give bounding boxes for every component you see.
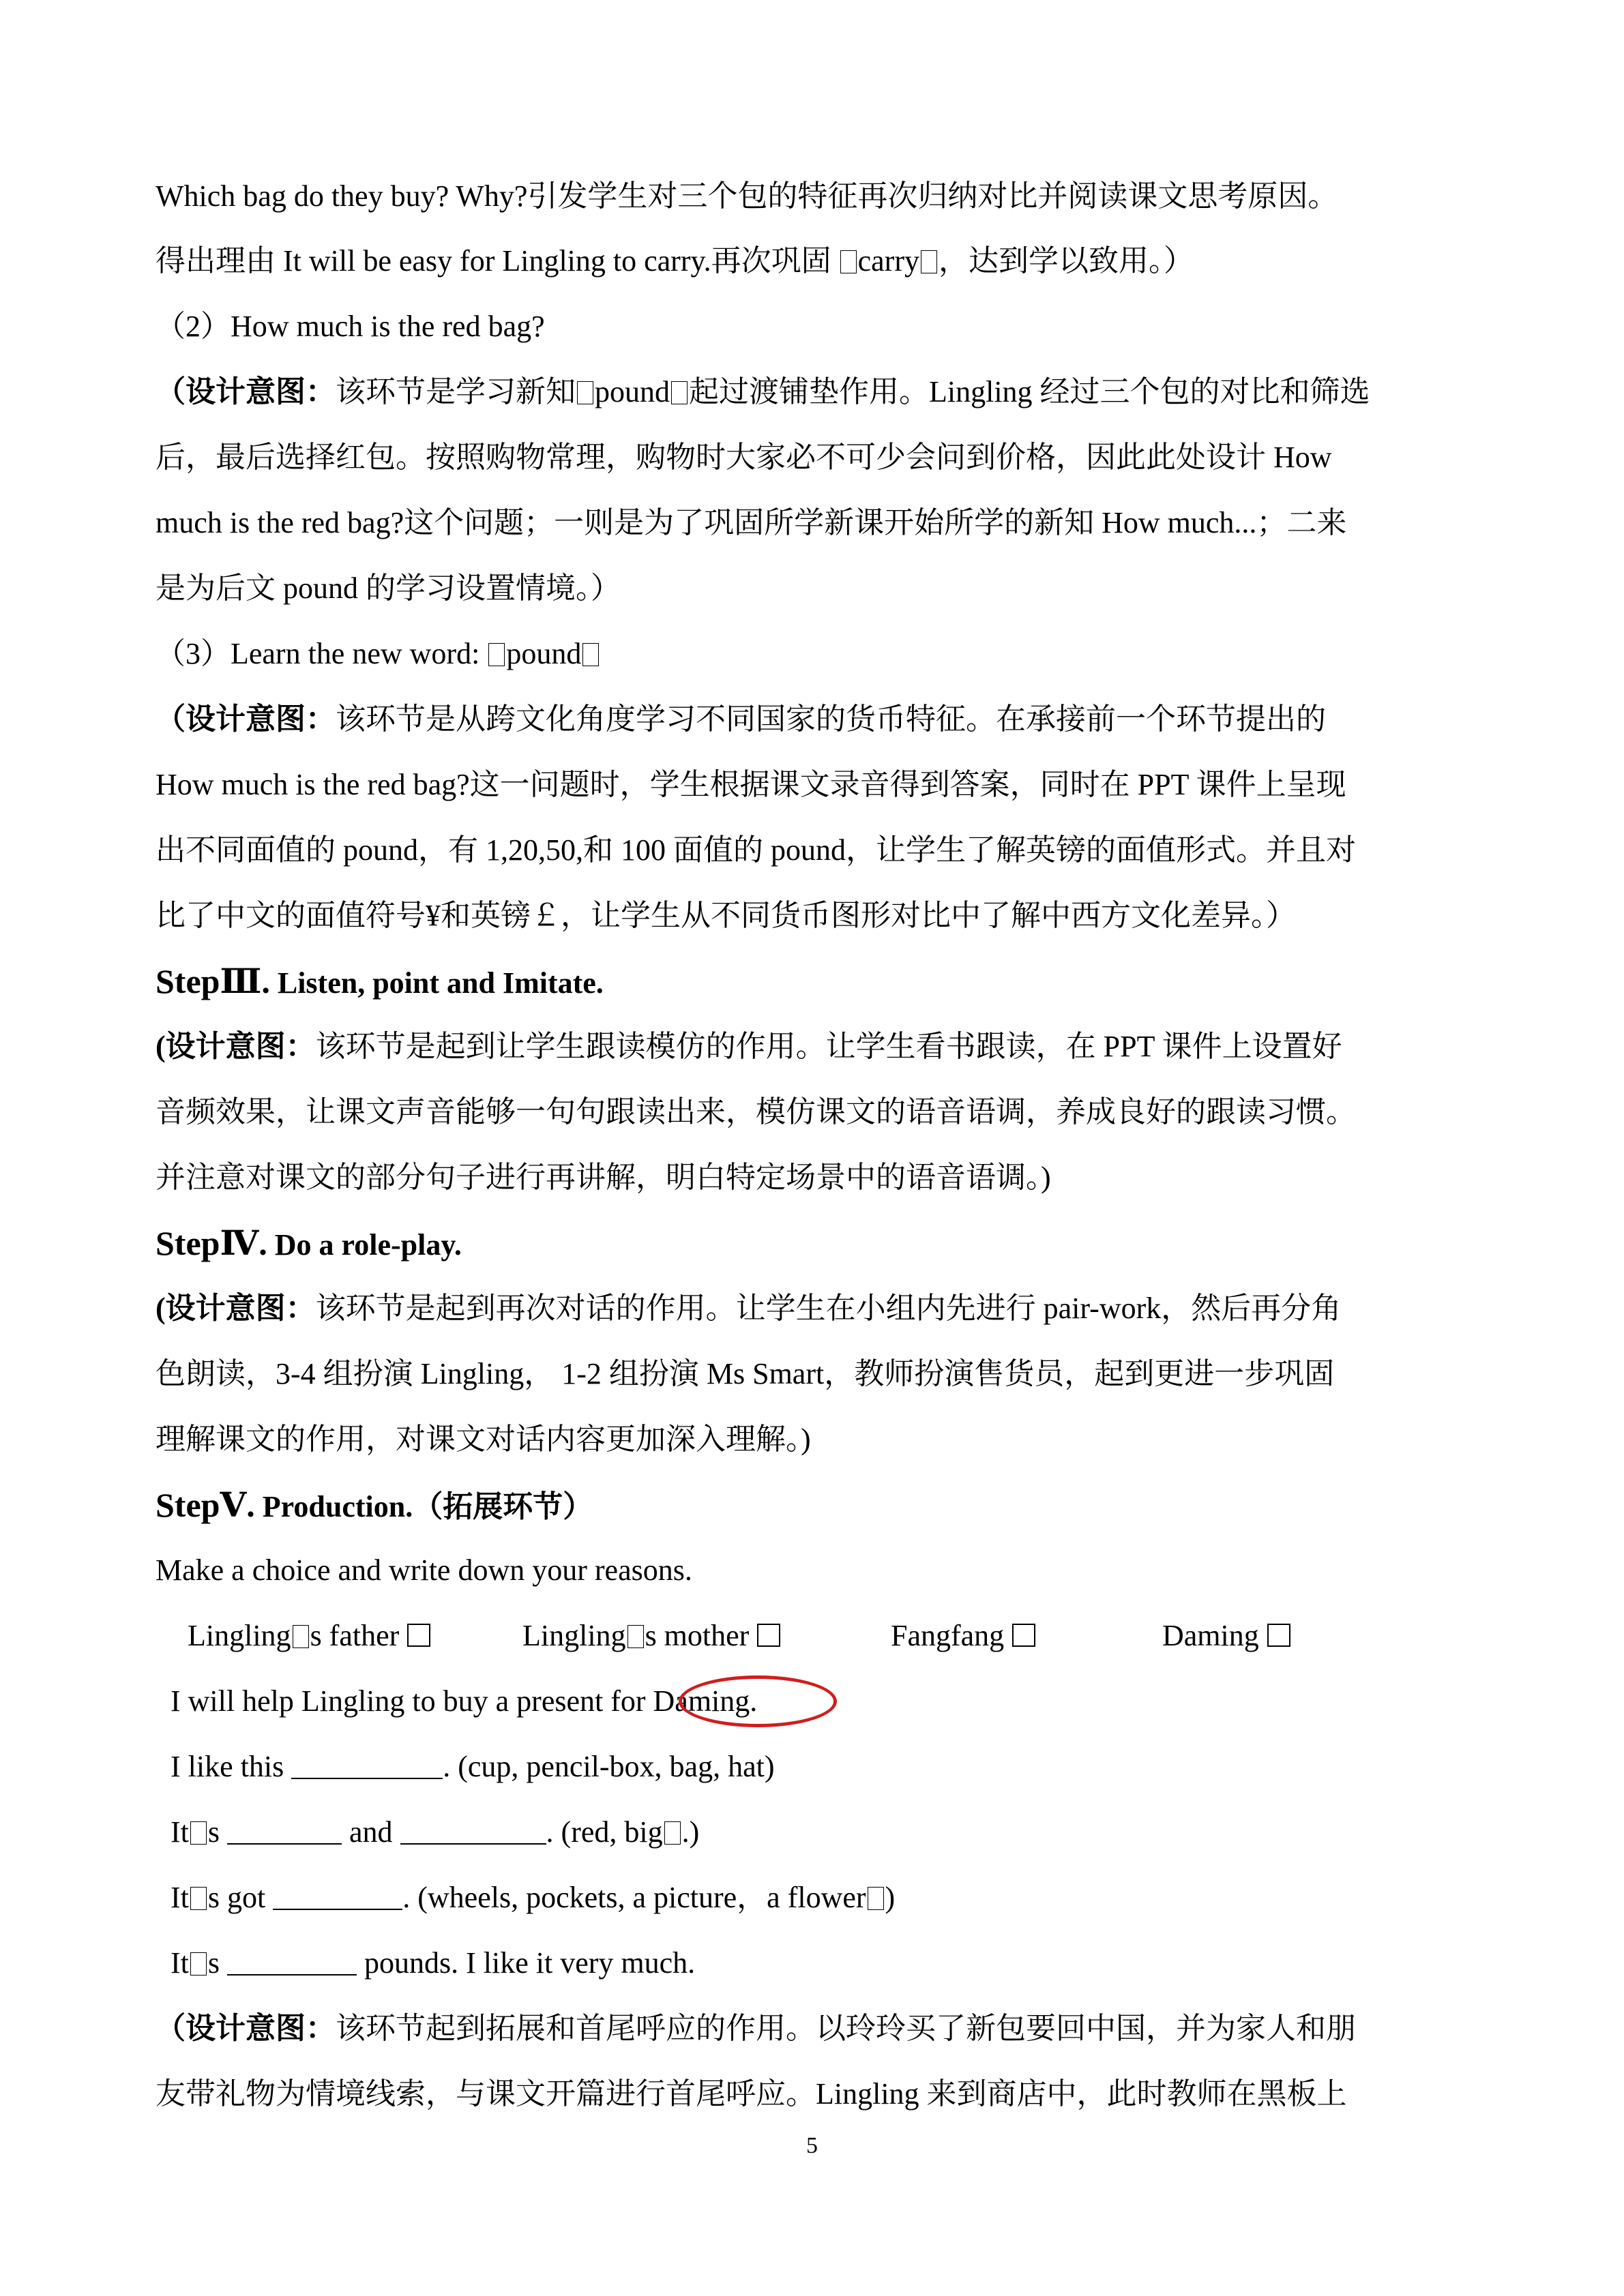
missing-glyph-box <box>577 381 593 404</box>
page-number: 5 <box>806 2133 818 2158</box>
text-line: （设计意图：该环节起到拓展和首尾呼应的作用。以玲玲买了新包要回中国，并为家人和朋 <box>156 2012 1356 2045</box>
text-line: 理解课文的作用，对课文对话内容更加深入理解。) <box>156 1422 811 1456</box>
fill-blank[interactable] <box>227 1817 342 1845</box>
text-line: I will help Lingling to buy a present for Daming. <box>171 1684 758 1718</box>
red-circle-annotation <box>679 1675 837 1727</box>
missing-glyph-box <box>582 643 599 666</box>
choice-daming[interactable]: Daming <box>1162 1617 1290 1655</box>
text-line: Make a choice and write down your reasons. <box>156 1553 692 1587</box>
step-heading: StepⅤ. Production.（拓展环节） <box>156 1486 593 1524</box>
text-line: 比了中文的面值符号¥和英镑￡，让学生从不同货币图形对比中了解中西方文化差异。） <box>156 899 1296 932</box>
checkbox[interactable] <box>1267 1624 1290 1647</box>
text-line: （2）How much is the red bag? <box>156 310 545 343</box>
missing-glyph-box <box>628 1625 644 1648</box>
text-line: (设计意图：该环节是起到让学生跟读模仿的作用。让学生看书跟读，在 PPT 课件上设置好 <box>156 1030 1342 1063</box>
missing-glyph-box <box>190 1887 207 1910</box>
checkbox[interactable] <box>757 1624 780 1647</box>
text-line: （3）Learn the new word: pound <box>156 635 1472 673</box>
missing-glyph-box <box>671 381 688 404</box>
checkbox[interactable] <box>407 1624 430 1647</box>
text-line: Which bag do they buy? Why?引发学生对三个包的特征再次归纳对比并阅读课文思考原因。 <box>156 179 1338 213</box>
text-line: It s got . (wheels, pockets, a picture，a flower ) <box>171 1881 896 1914</box>
missing-glyph-box <box>488 643 505 666</box>
missing-glyph-box <box>190 1952 207 1976</box>
text-line: 出不同面值的 pound，有 1,20,50,和 100 面值的 pound，让学生了解英镑的面值形式。并且对 <box>156 833 1356 867</box>
text-line: It s pounds. I like it very much. <box>171 1946 696 1980</box>
text-line: It s and . (red, big .) <box>171 1815 700 1849</box>
fill-blank[interactable] <box>400 1817 546 1845</box>
text-line: I like this . (cup, pencil-box, bag, hat) <box>171 1750 775 1783</box>
text-line: How much is the red bag?这一问题时，学生根据课文录音得到答案，同时在 PPT 课件上呈现 <box>156 768 1346 801</box>
missing-glyph-box <box>868 1887 884 1910</box>
choice-lingling-mother[interactable]: Lingling s mother <box>522 1617 780 1655</box>
choice-fangfang[interactable]: Fangfang <box>891 1617 1035 1655</box>
missing-glyph-box <box>840 250 857 273</box>
step-heading: StepⅣ. Do a role-play. <box>156 1224 462 1262</box>
text-line: much is the red bag?这个问题；一则是为了巩固所学新课开始所学的新知 How much...；二来 <box>156 506 1347 539</box>
choice-lingling-father[interactable]: Lingling s father <box>188 1617 430 1655</box>
missing-glyph-box <box>921 250 937 273</box>
text-line: 音频效果，让课文声音能够一句句跟读出来，模仿课文的语音语调，养成良好的跟读习惯。 <box>156 1095 1356 1129</box>
text-line: 友带礼物为情境线索，与课文开篇进行首尾呼应。Lingling 来到商店中，此时教师在黑板上 <box>156 2077 1347 2111</box>
fill-blank[interactable] <box>291 1752 443 1779</box>
text-line: 后，最后选择红包。按照购物常理，购物时大家必不可少会问到价格，因此此处设计 How <box>156 441 1332 474</box>
text-line: 是为后文 pound 的学习设置情境。） <box>156 571 621 605</box>
step-heading: StepⅢ. Listen, point and Imitate. <box>156 962 604 1000</box>
missing-glyph-box <box>293 1625 309 1648</box>
missing-glyph-box <box>664 1821 681 1845</box>
fill-blank[interactable] <box>273 1883 402 1910</box>
missing-glyph-box <box>190 1821 207 1845</box>
text-line: 得出理由 It will be easy for Lingling to carry.再次巩固 carry ，达到学以致用。） <box>156 244 1194 278</box>
text-line: （设计意图：该环节是学习新知 pound 起过渡铺垫作用。Lingling 经过三个包的对比和筛选 <box>156 375 1370 408</box>
fill-blank[interactable] <box>227 1948 357 1976</box>
checkbox[interactable] <box>1012 1624 1035 1647</box>
text-line: 并注意对课文的部分句子进行再讲解，明白特定场景中的语音语调。) <box>156 1161 1051 1194</box>
text-line: (设计意图：该环节是起到再次对话的作用。让学生在小组内先进行 pair-work，然后再分角 <box>156 1292 1342 1325</box>
text-line: （设计意图：该环节是从跨文化角度学习不同国家的货币特征。在承接前一个环节提出的 <box>156 702 1326 736</box>
text-line: 色朗读，3-4 组扮演 Lingling， 1-2 组扮演 Ms Smart，教师扮演售货员，起到更进一步巩固 <box>156 1357 1335 1390</box>
